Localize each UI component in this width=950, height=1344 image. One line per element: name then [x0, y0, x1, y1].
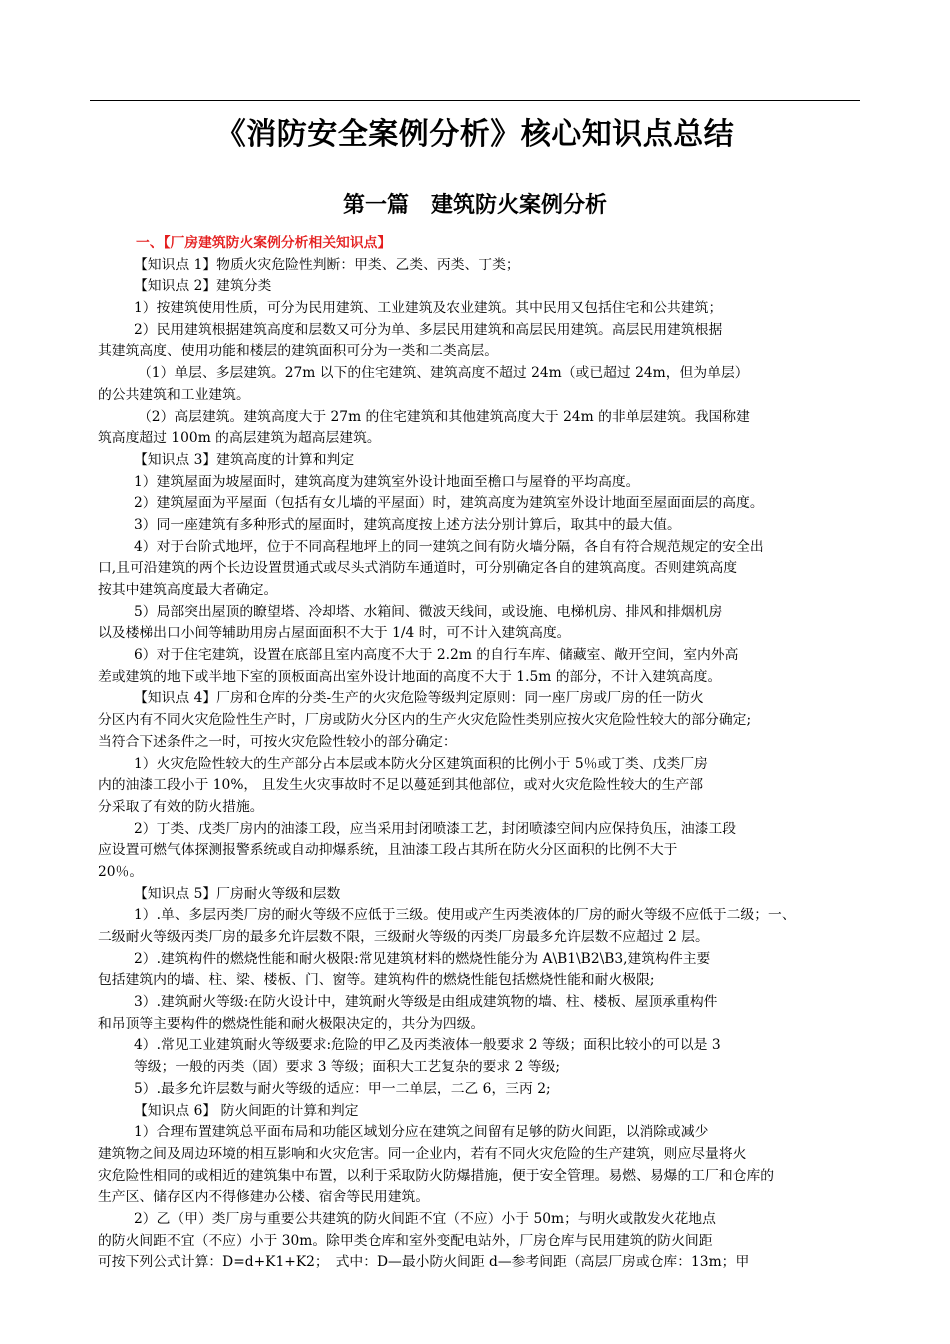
paragraph-line: 内的油漆工段小于 10%， 且发生火灾事故时不足以蔓延到其他部位，或对火灾危险性较大的生产部 — [98, 777, 704, 794]
paragraph-line: 5）.最多允许层数与耐火等级的适应：甲一二单层，二乙 6，三丙 2; — [134, 1080, 551, 1097]
paragraph-line: 4）.常见工业建筑耐火等级要求:危险的甲乙及丙类液体一般要求 2 等级；面积比较小的可以是 3 — [134, 1037, 721, 1054]
paragraph-line: 【知识点 1】物质火灾危险性判断：甲类、乙类、丙类、丁类； — [134, 256, 520, 273]
paragraph-line: 按其中建筑高度最大者确定。 — [98, 582, 278, 598]
paragraph-line: 包括建筑内的墙、柱、梁、楼板、门、窗等。建筑构件的燃烧性能包括燃烧性能和耐火极限; — [98, 972, 655, 989]
paragraph-line: 1）按建筑使用性质，可分为民用建筑、工业建筑及农业建筑。其中民用又包括住宅和公共建筑； — [134, 300, 723, 317]
paragraph-line: 二级耐火等级丙类厂房的最多允许层数不限，三级耐火等级的丙类厂房最多允许层数不应超过 2 层。 — [98, 929, 709, 945]
paragraph-line: 5）局部突出屋顶的瞭望塔、冷却塔、水箱间、微波天线间，或设施、电梯机房、排风和排烟机房 — [134, 603, 723, 620]
paragraph-line: 口,且可沿建筑的两个长边设置贯通式或尽头式消防车通道时，可分别确定各自的建筑高度。否则建筑高度 — [98, 560, 738, 577]
paragraph-line: 和吊顶等主要构件的燃烧性能和耐火极限决定的，共分为四级。 — [98, 1015, 485, 1032]
paragraph-line: （1）单层、多层建筑。27m 以下的住宅建筑、建筑高度不超过 24m（或已超过 24m，但为单层） — [138, 365, 749, 382]
paragraph-line: 2）丁类、戊类厂房内的油漆工段，应当采用封闭喷漆工艺，封闭喷漆空间内应保持负压，油漆工段 — [134, 820, 737, 837]
paragraph-line: 2）乙（甲）类厂房与重要公共建筑的防火间距不宜（不应）小于 50m；与明火或散发火花地点 — [134, 1210, 716, 1227]
section-heading: 一、【厂房建筑防火案例分析相关知识点】 — [136, 235, 392, 251]
paragraph-line: 分采取了有效的防火措施。 — [98, 798, 264, 815]
paragraph-line: 3）.建筑耐火等级:在防火设计中，建筑耐火等级是由组成建筑物的墙、柱、楼板、屋顶承重构件 — [134, 994, 718, 1011]
paragraph-line: 分区内有不同火灾危险性生产时，厂房或防火分区内的生产火灾危险性类别应按火灾危险性较大的部分确定; — [98, 712, 752, 729]
paragraph-line: 1）合理布置建筑总平面布局和功能区域划分应在建筑之间留有足够的防火间距，以消除或减少 — [134, 1124, 709, 1141]
paragraph-line: 【知识点 2】建筑分类 — [134, 278, 272, 295]
paragraph-line: 2）民用建筑根据建筑高度和层数又可分为单、多层民用建筑和高层民用建筑。高层民用建筑根据 — [134, 321, 723, 338]
paragraph-line: 的防火间距不宜（不应）小于 30m。除甲类仓库和室外变配电站外，厂房仓库与民用建筑的防火间距 — [98, 1232, 713, 1249]
paragraph-line: 其建筑高度、使用功能和楼层的建筑面积可分为一类和二类高层。 — [98, 343, 499, 360]
paragraph-line: 差或建筑的地下或半地下室的顶板面高出室外设计地面的高度不大于 1.5m 的部分，不计入建筑高度。 — [98, 668, 722, 685]
paragraph-line: 【知识点 6】 防火间距的计算和判定 — [134, 1102, 359, 1119]
paragraph-line: （2）高层建筑。建筑高度大于 27m 的住宅建筑和其他建筑高度大于 24m 的非单层建筑。我国称建 — [138, 408, 750, 425]
paragraph-line: 【知识点 4】厂房和仓库的分类-生产的火灾危险等级判定原则：同一座厂房或厂房的任一防火 — [134, 690, 704, 707]
paragraph-line: 以及楼梯出口小间等辅助用房占屋面面积不大于 1/4 时，可不计入建筑高度。 — [98, 625, 571, 642]
document-body — [98, 233, 858, 1274]
paragraph-line: 等级；一般的丙类（固）要求 3 等级；面积大工艺复杂的要求 2 等级; — [134, 1059, 561, 1076]
paragraph-line: 的公共建筑和工业建筑。 — [98, 386, 250, 403]
paragraph-line: 可按下列公式计算：D=d+K1+K2； 式中：D—最小防火间距 d—参考间距（高层厂房或仓库：13m；甲 — [98, 1254, 750, 1271]
paragraph-line: 应设置可燃气体探测报警系统或自动抑爆系统，且油漆工段占其所在防火分区面积的比例不大于 — [98, 842, 678, 859]
paragraph-line: 1）火灾危险性较大的生产部分占本层或本防火分区建筑面积的比例小于 5％或丁类、戊类厂房 — [134, 755, 708, 772]
paragraph-line: 生产区、储存区内不得修建办公楼、宿舍等民用建筑。 — [98, 1189, 430, 1206]
paragraph-line: 1）.单、多层丙类厂房的耐火等级不应低于三级。使用或产生丙类液体的厂房的耐火等级不应低于二级；一、 — [134, 907, 796, 924]
paragraph-line: 2）.建筑构件的燃烧性能和耐火极限:常见建筑材料的燃烧性能分为 A\B1\B2\B3,建筑构件主要 — [134, 950, 711, 967]
paragraph-line: 3）同一座建筑有多种形式的屋面时，建筑高度按上述方法分别计算后，取其中的最大值。 — [134, 516, 681, 533]
top-rule — [90, 100, 860, 101]
paragraph-line: 筑高度超过 100m 的高层建筑为超高层建筑。 — [98, 430, 381, 447]
paragraph-line: 2）建筑屋面为平屋面（包括有女儿墙的平屋面）时，建筑高度为建筑室外设计地面至屋面面层的高度。 — [134, 495, 764, 512]
section-title: 第一篇 建筑防火案例分析 — [342, 193, 607, 218]
document-title: 《消防安全案例分析》核心知识点总结 — [215, 117, 735, 152]
paragraph-line: 20％。 — [98, 863, 144, 880]
paragraph-line: 【知识点 3】建筑高度的计算和判定 — [134, 451, 355, 468]
paragraph-line: 4）对于台阶式地坪，位于不同高程地坪上的同一建筑之间有防火墙分隔，各自有符合规范规定的安全出 — [134, 538, 764, 555]
paragraph-line: 【知识点 5】厂房耐火等级和层数 — [134, 885, 341, 902]
paragraph-line: 建筑物之间及周边环境的相互影响和火灾危害。同一企业内，若有不同火灾危险的生产建筑，则应尽量将火 — [98, 1145, 747, 1162]
paragraph-line: 当符合下述条件之一时，可按火灾危险性较小的部分确定： — [98, 733, 457, 750]
paragraph-line: 灾危险性相同的或相近的建筑集中布置，以利于采取防火防爆措施，便于安全管理。易燃、易爆的工厂和仓库的 — [98, 1167, 775, 1184]
paragraph-line: 1）建筑屋面为坡屋面时，建筑高度为建筑室外设计地面至檐口与屋脊的平均高度。 — [134, 473, 640, 490]
paragraph-line: 6）对于住宅建筑，设置在底部且室内高度不大于 2.2m 的自行车库、储藏室、敞开空间，室内外高 — [134, 647, 739, 664]
